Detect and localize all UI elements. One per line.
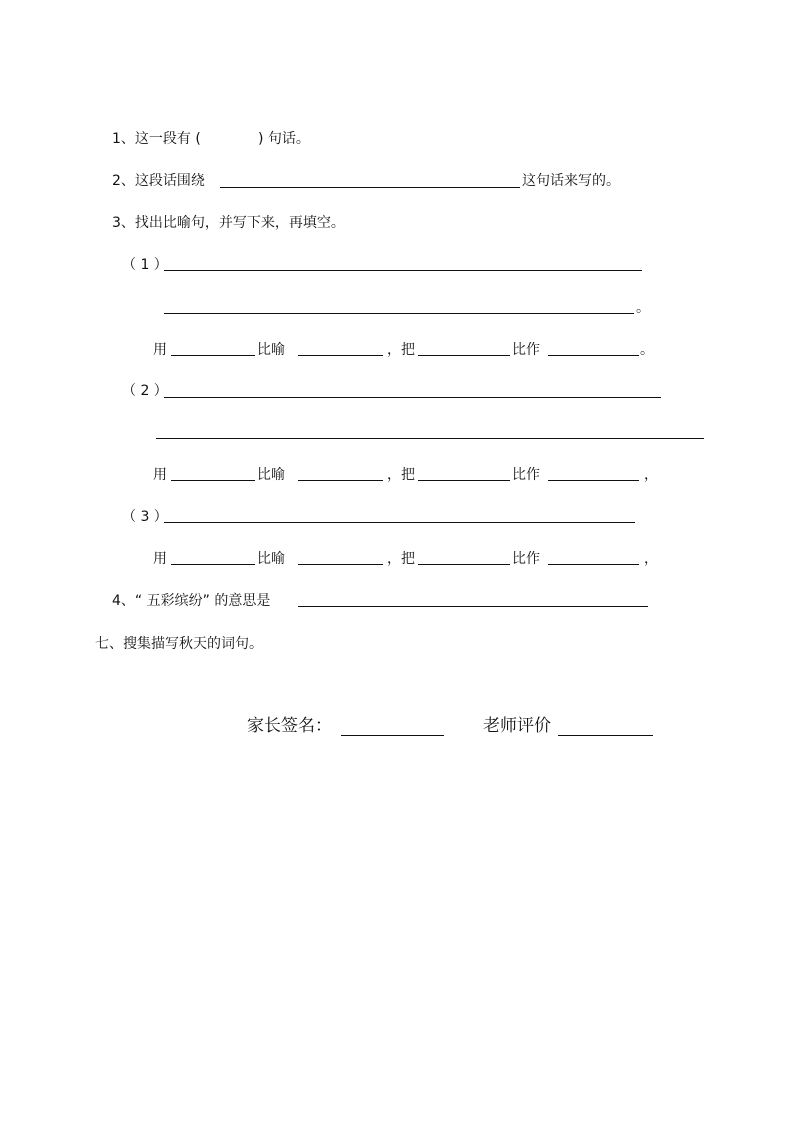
question-2-prefix: 2、这段话围绕	[112, 173, 205, 189]
fill1-ba: ，把	[387, 342, 415, 358]
fill3-ba: ，把	[387, 551, 415, 567]
fill2-yong: 用	[153, 467, 167, 483]
question-3-text: 3、找出比喻句，并写下来，再填空。	[112, 215, 345, 231]
fill1-yong: 用	[153, 342, 167, 358]
fill3-end: ，	[644, 551, 658, 567]
fill3-biyu: 比喻	[257, 551, 285, 567]
fill2-blank-3[interactable]	[418, 480, 510, 481]
fill2-biyu: 比喻	[257, 467, 285, 483]
fill2-blank-1[interactable]	[171, 480, 255, 481]
question-1-prefix: 1、这一段有 (	[112, 131, 201, 147]
answer-line-s2b[interactable]	[156, 438, 704, 439]
fill1-biyu: 比喻	[257, 342, 285, 358]
sentence-3-label: （ 3 ）	[122, 509, 168, 525]
answer-line-q4[interactable]	[298, 606, 648, 607]
fill1-blank-3[interactable]	[418, 355, 510, 356]
fill3-blank-1[interactable]	[171, 564, 255, 565]
parent-signature-line[interactable]	[341, 735, 444, 736]
fill2-blank-4[interactable]	[548, 480, 639, 481]
fill3-blank-2[interactable]	[298, 564, 383, 565]
answer-line-s1b[interactable]	[164, 313, 634, 314]
teacher-evaluation-line[interactable]	[558, 735, 653, 736]
fill3-blank-4[interactable]	[548, 564, 639, 565]
fill1-blank-1[interactable]	[171, 355, 255, 356]
answer-line-s1a[interactable]	[164, 270, 642, 271]
fill3-blank-3[interactable]	[418, 564, 510, 565]
teacher-evaluation-label: 老师评价	[483, 716, 551, 736]
fill2-ba: ，把	[387, 467, 415, 483]
parent-signature-label: 家长签名：	[247, 716, 332, 736]
question-4-text: 4、“ 五彩缤纷” 的意思是	[112, 593, 271, 609]
sentence-2-label: （ 2 ）	[122, 383, 168, 399]
answer-line-s2a[interactable]	[164, 397, 661, 398]
fill1-blank-4[interactable]	[548, 355, 639, 356]
question-2-suffix: 这句话来写的。	[522, 173, 620, 189]
fill1-bizuo: 比作	[512, 342, 540, 358]
fill2-blank-2[interactable]	[298, 480, 383, 481]
section-7-heading: 七、搜集描写秋天的词句。	[95, 636, 263, 652]
fill3-yong: 用	[153, 551, 167, 567]
question-1-suffix: ) 句话。	[258, 131, 310, 147]
fill1-blank-2[interactable]	[298, 355, 383, 356]
fill2-bizuo: 比作	[512, 467, 540, 483]
answer-line-s3a[interactable]	[164, 522, 635, 523]
answer-line-q2[interactable]	[220, 187, 520, 188]
fill2-end: ，	[644, 467, 658, 483]
fill1-end: 。	[640, 342, 654, 358]
sentence-1-end: 。	[636, 300, 650, 316]
sentence-1-label: （ 1 ）	[122, 257, 168, 273]
fill3-bizuo: 比作	[512, 551, 540, 567]
